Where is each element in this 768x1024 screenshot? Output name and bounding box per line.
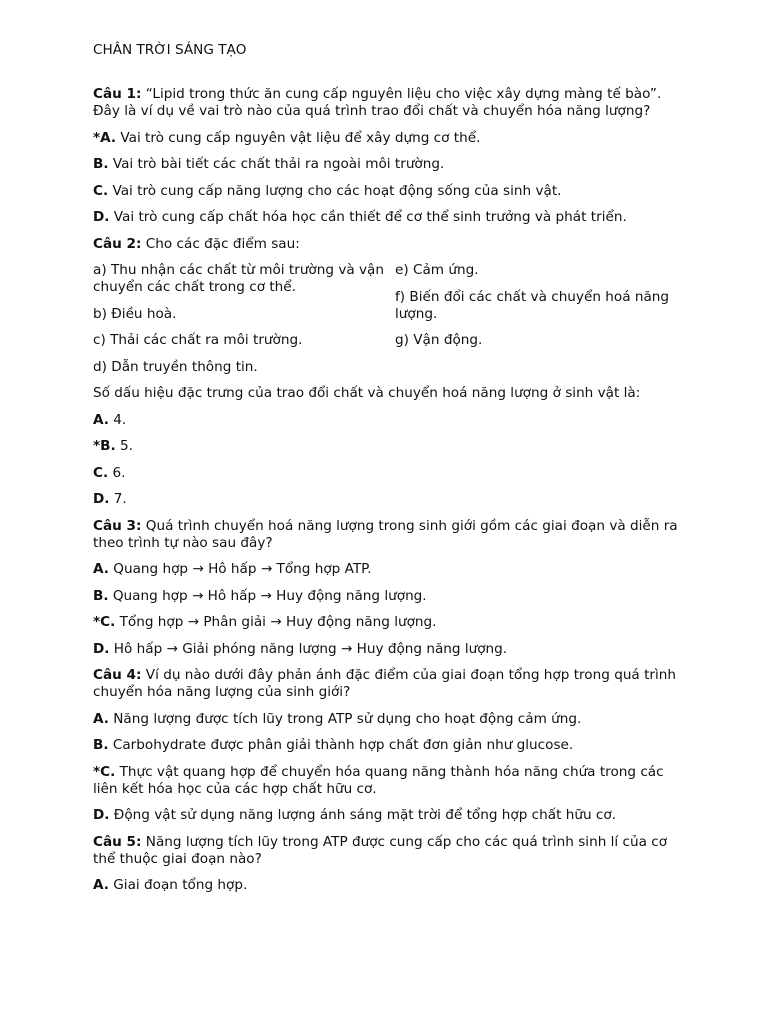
question-4 (93, 667, 683, 701)
question-text: Cho các đặc điểm sau: (145, 235, 300, 252)
question-text: Quá trình chuyển hoá năng lượng trong sinh giới gồm các giai đoạn và diễn ra theo trình tự nào sau đây? (93, 517, 678, 551)
feature-item: a) Thu nhận các chất từ môi trường và vận chuyển các chất trong cơ thể. (93, 262, 385, 295)
feature-item: b) Điều hoà. (93, 305, 177, 322)
option-c: *C. Tổng hợp → Phân giải → Huy động năng lượng. (93, 614, 437, 630)
option-d: D. 7. (93, 491, 127, 507)
question-text: Năng lượng tích lũy trong ATP được cung cấp cho các quá trình sinh lí của cơ thể thuộc giai đoạn nào? (93, 833, 668, 867)
feature-item: e) Cảm ứng. (395, 262, 479, 278)
option-c: C. Vai trò cung cấp năng lượng cho các hoạt động sống của sinh vật. (93, 182, 562, 199)
option-d: D. Động vật sử dụng năng lượng ánh sáng mặt trời để tổng hợp chất hữu cơ. (93, 807, 617, 823)
document-body (93, 86, 683, 904)
question-text: “Lipid trong thức ăn cung cấp nguyên liệu cho việc xây dựng màng tế bào”. Đây là ví dụ về vai trò nào của quá trình trao đổi chất và chuyển hóa năng lượng? (93, 86, 662, 119)
option-a: A. Giai đoạn tổng hợp. (93, 877, 248, 893)
option-b: *B. 5. (93, 438, 133, 454)
document-header: CHÂN TRỜI SÁNG TẠO (93, 42, 247, 58)
feature-column-left (93, 262, 395, 385)
question-3 (93, 518, 683, 552)
feature-item: c) Thải các chất ra môi trường. (93, 332, 303, 348)
option-b: B. Quang hợp → Hô hấp → Huy động năng lượng. (93, 587, 427, 604)
feature-list (93, 262, 683, 385)
option-a: A. Quang hợp → Hô hấp → Tổng hợp ATP. (93, 561, 372, 577)
feature-item: f) Biến đổi các chất và chuyển hoá năng lượng. (395, 288, 670, 322)
option-b: B. Vai trò bài tiết các chất thải ra ngoài môi trường. (93, 156, 445, 172)
question-label: Câu 5: (93, 833, 142, 850)
option-a: *A. Vai trò cung cấp nguyên vật liệu để xây dựng cơ thể. (93, 129, 481, 146)
option-d: D. Hô hấp → Giải phóng năng lượng → Huy động năng lượng. (93, 640, 508, 657)
question-2 (93, 236, 683, 253)
option-d: D. Vai trò cung cấp chất hóa học cần thiết để cơ thể sinh trưởng và phát triển. (93, 209, 627, 225)
feature-item: d) Dẫn truyền thông tin. (93, 358, 258, 375)
feature-column-right (395, 262, 683, 385)
question-2-prompt: Số dấu hiệu đặc trưng của trao đổi chất và chuyển hoá năng lượng ở sinh vật là: (93, 385, 641, 401)
option-c: *C. Thực vật quang hợp để chuyển hóa quang năng thành hóa năng chứa trong các liên kết hóa học của các hợp chất hữu cơ. (93, 763, 664, 797)
option-b: B. Carbohydrate được phân giải thành hợp chất đơn giản như glucose. (93, 737, 574, 753)
question-5 (93, 834, 683, 868)
feature-item: g) Vận động. (395, 332, 483, 348)
question-label: Câu 1: (93, 86, 142, 102)
option-a: A. Năng lượng được tích lũy trong ATP sử dụng cho hoạt động cảm ứng. (93, 710, 582, 727)
question-label: Câu 3: (93, 517, 142, 534)
option-c: C. 6. (93, 464, 126, 481)
question-label: Câu 4: (93, 667, 142, 683)
option-a: A. 4. (93, 411, 127, 428)
question-text: Ví dụ nào dưới đây phản ánh đặc điểm của giai đoạn tổng hợp trong quá trình chuyển hóa năng lượng của sinh giới? (93, 667, 677, 700)
question-1 (93, 86, 683, 120)
question-label: Câu 2: (93, 235, 142, 252)
